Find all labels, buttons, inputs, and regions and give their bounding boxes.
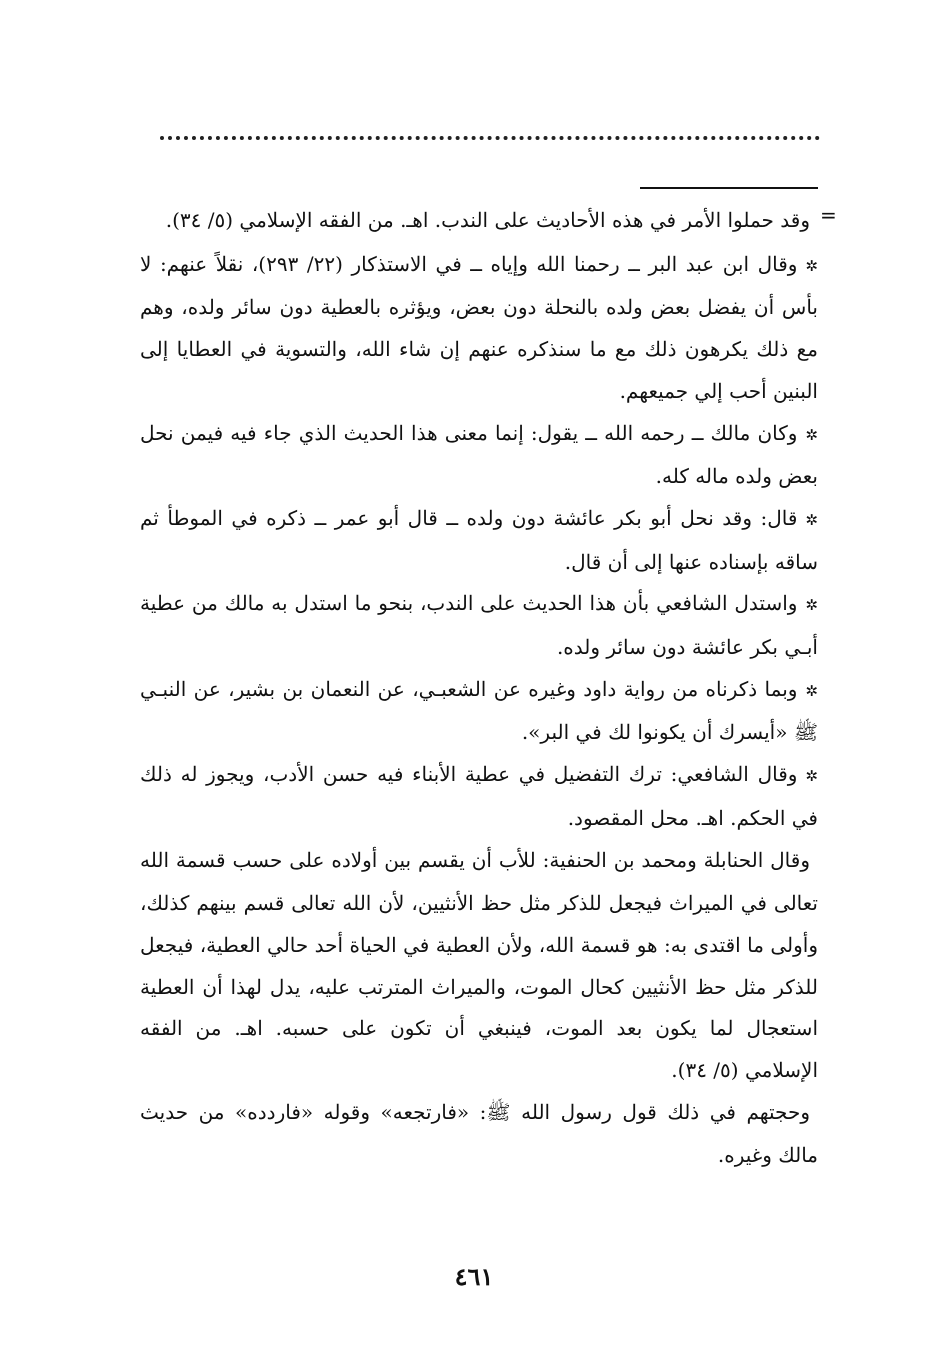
paragraph-text: وقال ابن عبد البر ــ رحمنا الله وإياه ــ في الاستذكار (٢٢/ ٢٩٣)، نقلاً عنهم: لا بأس أن يفضل بعض ولده بالنحلة دون بعض، ويؤثره بالعطية دون سائر ولده، وهم مع ذلك يكرهون ذلك مع ما سنذكره عنهم إن شاء الله، والتسوية في العطايا إلى البنين أحب إلي جميعهم. (140, 251, 818, 403)
paragraph (140, 413, 818, 498)
bullet-icon: ✲ (805, 681, 818, 700)
dotted-separator (160, 136, 820, 140)
continuation-mark: = (820, 203, 837, 227)
paragraph-text: وحجتهم في ذلك قول رسول الله ﷺ: «فارتجعه» وقوله «فاردده» من حديث مالك وغيره. (140, 1099, 818, 1168)
paragraph (140, 583, 818, 668)
paragraph (140, 200, 818, 244)
footnote-text (140, 200, 818, 1177)
paragraph-text: وقد حملوا الأمر في هذه الأحاديث على الندب. اهـ. من الفقه الإسلامي (٥/ ٣٤). (165, 208, 810, 232)
paragraph-text: قال: وقد نحل أبو بكر عائشة دون ولده ــ قال أبو عمر ــ ذكره في الموطأ ثم ساقه بإسناده عنها إلى أن قال. (140, 505, 818, 574)
footnote-rule (640, 187, 818, 189)
bullet-icon: ✲ (805, 767, 818, 786)
paragraph-text: وقال الحنابلة ومحمد بن الحنفية: للأب أن يقسم بين أولاده على حسب قسمة الله تعالى في الميراث فيجعل للذكر مثل حظ الأنثيين، لأن الله تعالى قسم بينهم كذلك، وأولى ما اقتدى به: هو قسمة الله، ولأن العطية في الحياة أحد حالي العطية، فيجعل للذكر مثل حظ الأنثيين كحال الموت، والميراث المترتب عليه، يدل لهذا أن العطية استعجال لما يكون بعد الموت، فينبغي أن تكون على حسبه. اهـ. من الفقه الإسلامي (٥/ ٣٤). (140, 847, 818, 1083)
paragraph (140, 840, 818, 1092)
bullet-icon: ✲ (805, 510, 818, 529)
paragraph-text: واستدل الشافعي بأن هذا الحديث على الندب، بنحو ما استدل به مالك من عطية أبـي بكر عائشة دون سائر ولده. (140, 591, 818, 660)
paragraph-text: وقال الشافعي: ترك التفضيل في عطية الأبناء فيه حسن الأدب، ويجوز له ذلك في الحكم. اهـ. محل المقصود. (140, 762, 818, 830)
bullet-icon: ✲ (805, 596, 818, 615)
paragraph (140, 669, 818, 754)
paragraph (140, 498, 818, 583)
bullet-icon: ✲ (805, 256, 818, 275)
paragraph (140, 1092, 818, 1177)
paragraph-text: وكان مالك ــ رحمه الله ــ يقول: إنما معنى هذا الحديث الذي جاء فيه فيمن نحل بعض ولده ماله كله. (140, 420, 818, 489)
paragraph (140, 244, 818, 413)
paragraph-text: وبما ذكرناه من رواية داود وغيره عن الشعبـي، عن النعمان بن بشير، عن النبـي ﷺ «أيسرك أن يكونوا لك في البر». (140, 676, 818, 745)
paragraph (140, 754, 818, 839)
bullet-icon: ✲ (805, 425, 818, 444)
page-number: ٤٦١ (454, 1262, 494, 1291)
